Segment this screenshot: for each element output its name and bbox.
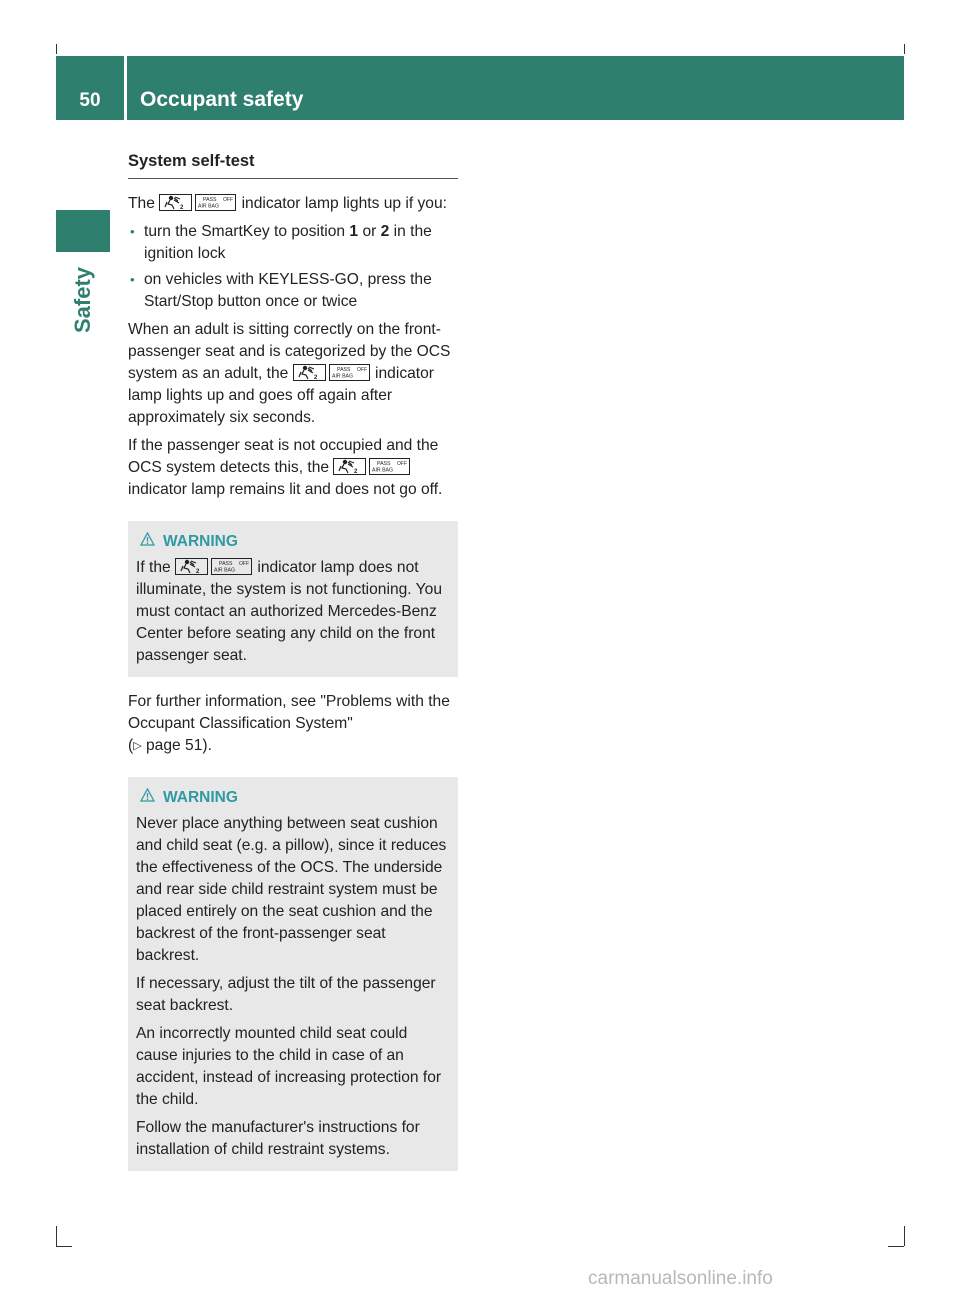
bullet-text: or bbox=[358, 223, 381, 240]
svg-text:AIR BAG: AIR BAG bbox=[331, 373, 353, 380]
main-content bbox=[128, 150, 458, 1185]
svg-text:2: 2 bbox=[196, 569, 200, 575]
bullet-text: on vehicles with KEYLESS-GO, press the Start/Stop button once or twice bbox=[144, 271, 432, 310]
svg-text:2: 2 bbox=[354, 469, 358, 475]
svg-text:PASS: PASS bbox=[219, 561, 233, 567]
svg-text:2: 2 bbox=[180, 205, 184, 211]
warning-text-pre: If the bbox=[136, 559, 171, 576]
warning-label: WARNING bbox=[163, 533, 238, 550]
passenger-airbag-off-icon bbox=[175, 558, 253, 575]
page-title: Occupant safety bbox=[140, 88, 304, 111]
page-number: 50 bbox=[79, 90, 101, 111]
crop-mark bbox=[56, 1246, 72, 1247]
warning-label: WARNING bbox=[163, 789, 238, 806]
passenger-airbag-off-icon bbox=[333, 458, 411, 475]
ref-prefix: ( bbox=[128, 737, 134, 754]
svg-text:OFF: OFF bbox=[239, 561, 250, 567]
svg-text:2: 2 bbox=[313, 375, 318, 381]
intro-pre: The bbox=[128, 195, 155, 212]
warning-text: An incorrectly mounted child seat could cause injuries to the child in case of an accident, instead of increasing protection for the child. bbox=[136, 1025, 442, 1108]
list-item bbox=[128, 221, 458, 265]
further-info-paragraph bbox=[128, 691, 458, 757]
svg-text:AIR BAG: AIR BAG bbox=[372, 467, 394, 474]
warning-heading bbox=[136, 787, 450, 809]
crop-mark bbox=[904, 44, 905, 54]
passenger-airbag-off-icon bbox=[159, 194, 237, 211]
svg-text:PASS: PASS bbox=[203, 197, 217, 203]
position-number: 2 bbox=[380, 223, 390, 240]
list-item bbox=[128, 269, 458, 313]
svg-text:OFF: OFF bbox=[356, 367, 367, 373]
page-ref-arrow-icon: ▷ bbox=[133, 740, 142, 752]
intro-paragraph bbox=[128, 193, 458, 215]
warning-box bbox=[128, 777, 458, 1171]
warning-triangle-icon bbox=[140, 787, 155, 809]
warning-box bbox=[128, 521, 458, 677]
bullet-list bbox=[128, 221, 458, 313]
crop-mark bbox=[888, 1246, 904, 1247]
p3-post: indicator lamp remains lit and does not go off. bbox=[128, 481, 443, 498]
crop-mark bbox=[56, 1226, 57, 1246]
p2-pre: When an adult is sitting correctly on the front-passenger seat and is categorized by the OCS system as an adult, the bbox=[128, 321, 451, 382]
warning-text bbox=[136, 557, 450, 667]
warning-text-post: indicator lamp does not illuminate, the system is not functioning. You must contact an authorized Mercedes-Benz Center before seating any child on the front passenger seat. bbox=[136, 559, 442, 664]
position-number: 1 bbox=[349, 223, 359, 240]
adult-paragraph bbox=[128, 319, 458, 429]
p3-pre: If the passenger seat is not occupied and the OCS system detects this, the bbox=[128, 437, 439, 476]
warning-text: If necessary, adjust the tilt of the passenger seat backrest. bbox=[136, 975, 436, 1014]
p2-post: indicator lamp lights up and goes off again after approximately six seconds. bbox=[128, 365, 434, 426]
warning-text: Follow the manufacturer's instructions for installation of child restraint systems. bbox=[136, 1119, 420, 1158]
passenger-airbag-off-icon bbox=[293, 364, 371, 381]
svg-text:OFF: OFF bbox=[397, 461, 408, 467]
bullet-text: in the ignition lock bbox=[144, 223, 432, 262]
header-divider bbox=[124, 56, 127, 120]
section-title: System self-test bbox=[128, 150, 458, 179]
side-tab bbox=[56, 210, 110, 252]
crop-mark bbox=[56, 44, 57, 54]
side-label: Safety bbox=[70, 266, 95, 334]
warning-text: Never place anything between seat cushion and child seat (e.g. a pillow), since it reduces the effectiveness of the OCS. The underside and rear side child restraint system must be placed entirely on the seat cushion and the backrest of the front-passenger seat backrest. bbox=[136, 815, 447, 964]
svg-text:PASS: PASS bbox=[377, 461, 391, 467]
svg-text:OFF: OFF bbox=[223, 197, 234, 203]
page-reference[interactable]: page 51). bbox=[141, 737, 212, 754]
further-text: For further information, see "Problems with the Occupant Classification System" bbox=[128, 693, 450, 732]
bullet-text: turn the SmartKey to position bbox=[144, 223, 350, 240]
crop-mark bbox=[904, 1226, 905, 1246]
svg-text:AIR BAG: AIR BAG bbox=[198, 203, 220, 210]
svg-text:PASS: PASS bbox=[336, 367, 351, 373]
unoccupied-paragraph bbox=[128, 435, 458, 501]
watermark: carmanualsonline.info bbox=[588, 1268, 773, 1289]
warning-triangle-icon bbox=[140, 531, 155, 553]
svg-text:AIR BAG: AIR BAG bbox=[214, 567, 236, 574]
intro-post: indicator lamp lights up if you: bbox=[241, 195, 447, 212]
warning-heading bbox=[136, 531, 450, 553]
